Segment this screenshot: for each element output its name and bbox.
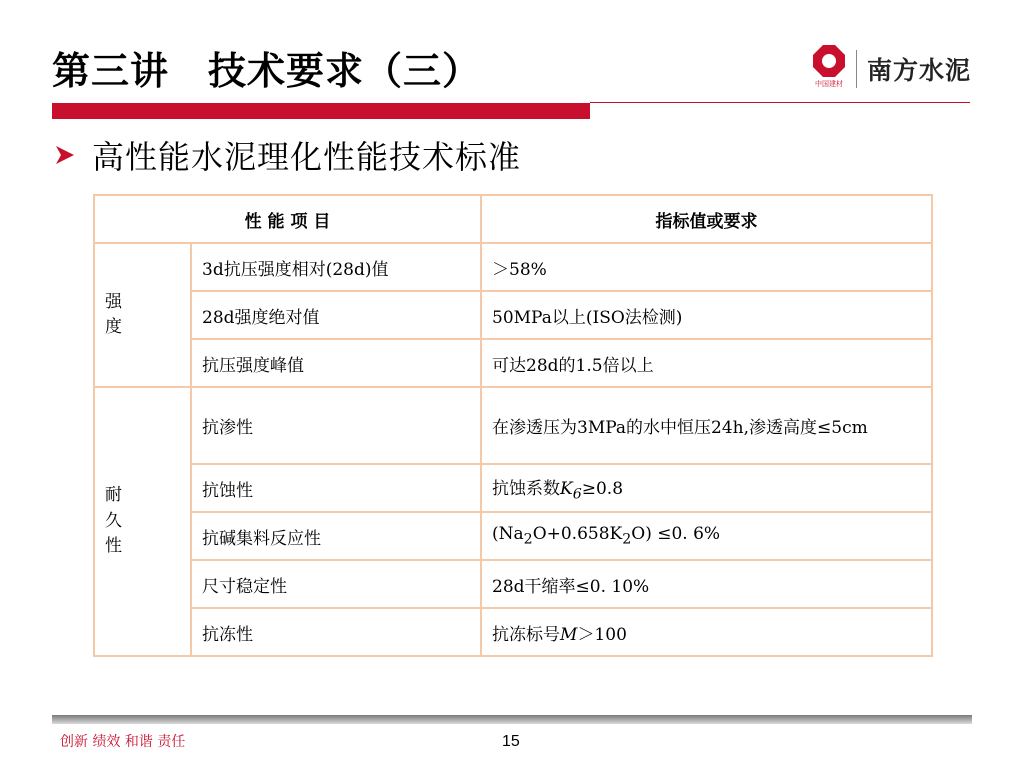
table-row bbox=[94, 560, 932, 608]
section-heading bbox=[52, 132, 521, 178]
arrow-bullet-icon bbox=[52, 142, 78, 168]
category-durability: 耐 久 性 bbox=[94, 387, 191, 656]
item-cell: 抗碱集料反应性 bbox=[191, 512, 481, 560]
item-cell: 28d强度绝对值 bbox=[191, 291, 481, 339]
table-row bbox=[94, 387, 932, 464]
table-row bbox=[94, 464, 932, 512]
table-row bbox=[94, 291, 932, 339]
logo-divider bbox=[856, 50, 857, 88]
brand-name: 南方水泥 bbox=[867, 56, 972, 85]
section-heading-text: 高性能水泥理化性能技术标准 bbox=[92, 138, 522, 176]
logo-mark bbox=[806, 44, 852, 94]
table-header-row bbox=[94, 195, 932, 243]
category-strength: 强 度 bbox=[94, 243, 191, 387]
logo-caption: 中国建材 bbox=[815, 80, 843, 88]
header-requirement: 指标值或要求 bbox=[481, 195, 932, 243]
requirement-cell: ＞58% bbox=[481, 243, 932, 291]
item-cell: 抗冻性 bbox=[191, 608, 481, 656]
spec-table bbox=[93, 194, 933, 657]
requirement-cell: 28d干缩率≤0. 10% bbox=[481, 560, 932, 608]
brand-logo bbox=[806, 44, 971, 94]
brand-emblem-icon bbox=[812, 44, 846, 78]
requirement-cell: 可达28d的1.5倍以上 bbox=[481, 339, 932, 387]
page-number: 15 bbox=[502, 733, 520, 750]
item-cell: 抗压强度峰值 bbox=[191, 339, 481, 387]
requirement-cell: 在渗透压为3MPa的水中恒压24h,渗透高度≤5cm bbox=[481, 387, 932, 464]
header-property: 性 能 项 目 bbox=[94, 195, 481, 243]
requirement-cell: 50MPa以上(ISO法检测) bbox=[481, 291, 932, 339]
table-row bbox=[94, 243, 932, 291]
requirement-cell: 抗蚀系数$K_6\ge 0.8$ bbox=[481, 464, 932, 512]
item-cell: 抗渗性 bbox=[191, 387, 481, 464]
requirement-cell: $(Na_2O+0.658K_2O) \le 0$. 6% bbox=[481, 512, 932, 560]
table-row bbox=[94, 608, 932, 656]
requirement-cell: 抗冻标号M＞100 bbox=[481, 608, 932, 656]
item-cell: 尺寸稳定性 bbox=[191, 560, 481, 608]
title-underline-bar bbox=[52, 103, 590, 119]
item-cell: 抗蚀性 bbox=[191, 464, 481, 512]
page-title: 第三讲 技术要求（三） bbox=[52, 49, 482, 93]
title-underline-thin bbox=[590, 102, 970, 103]
footer-slogan: 创新 绩效 和谐 责任 bbox=[60, 734, 186, 750]
table-row bbox=[94, 339, 932, 387]
table-row bbox=[94, 512, 932, 560]
item-cell: 3d抗压强度相对(28d)值 bbox=[191, 243, 481, 291]
footer-bar bbox=[52, 715, 972, 724]
